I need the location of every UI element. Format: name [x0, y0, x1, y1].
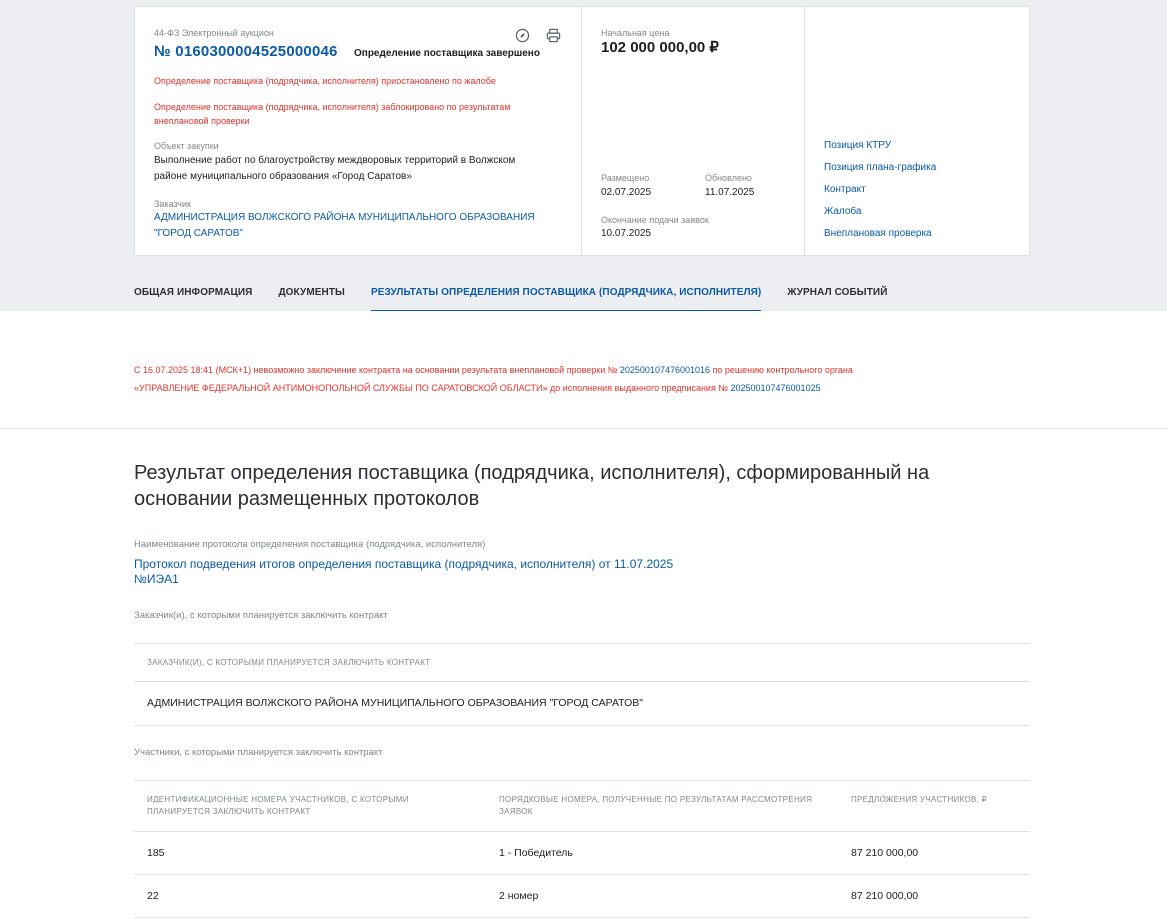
participant-id-cell: 185 [147, 847, 165, 859]
participant-rank-header-line1: ПОРЯДКОВЫЕ НОМЕРА, ПОЛУЧЕННЫЕ ПО РЕЗУЛЬТАТАМ РАССМОТРЕНИЯ [499, 795, 813, 804]
card-main-column [135, 7, 582, 255]
result-title-line2: основании размещенных протоколов [134, 488, 480, 510]
compass-icon[interactable] [514, 27, 530, 43]
customer-row: АДМИНИСТРАЦИЯ ВОЛЖСКОГО РАЙОНА МУНИЦИПАЛЬНОГО ОБРАЗОВАНИЯ "ГОРОД САРАТОВ" [147, 697, 643, 709]
customer-link-line2[interactable]: "ГОРОД САРАТОВ" [154, 228, 243, 239]
price-label: Начальная цена [601, 28, 670, 38]
link-ktru-position[interactable]: Позиция КТРУ [824, 140, 892, 151]
tab-general-info[interactable]: ОБЩАЯ ИНФОРМАЦИЯ [134, 287, 253, 298]
table-border [134, 780, 1030, 781]
participant-offer-cell: 87 210 000,00 [851, 847, 919, 859]
suspension-note: Определение поставщика (подрядчика, исполнителя) приостановлено по жалобе [154, 76, 496, 86]
participant-offer-header: ПРЕДЛОЖЕНИЯ УЧАСТНИКОВ, ₽ [851, 795, 988, 804]
table-border [134, 874, 1030, 875]
participant-rank-cell: 1 - Победитель [499, 847, 573, 859]
inspection-number-link[interactable]: 202500107476001016 [619, 365, 711, 375]
status-label: Определение поставщика завершено [354, 48, 540, 59]
tab-documents[interactable]: ДОКУМЕНТЫ [278, 287, 345, 298]
print-icon[interactable] [545, 27, 561, 43]
blocked-note-line2: внеплановой проверки [154, 116, 250, 126]
participant-rank-header-line2: ЗАЯВОК [499, 807, 533, 816]
card-price-column [582, 7, 805, 255]
result-title [134, 460, 1014, 512]
placed-label: Размещено [601, 173, 650, 183]
link-complaint[interactable]: Жалоба [824, 206, 862, 217]
updated-label: Обновлено [705, 173, 752, 183]
participant-id-header-line2: ПЛАНИРУЕТСЯ ЗАКЛЮЧИТЬ КОНТРАКТ [147, 807, 311, 816]
object-label: Объект закупки [154, 141, 219, 151]
link-unscheduled-inspection[interactable]: Внеплановая проверка [824, 228, 932, 239]
card-links-column [805, 7, 1029, 255]
section-divider [0, 428, 1167, 429]
link-contract[interactable]: Контракт [824, 184, 866, 195]
protocol-label: Наименование протокола определения поставщика (подрядчика, исполнителя) [134, 539, 486, 550]
table-border [134, 831, 1030, 832]
procedure-type: 44-ФЗ Электронный аукцион [154, 28, 274, 38]
tab-bar [134, 280, 913, 311]
customer-link-line1[interactable]: АДМИНИСТРАЦИЯ ВОЛЖСКОГО РАЙОНА МУНИЦИПАЛЬНОГО ОБРАЗОВАНИЯ [154, 212, 535, 223]
table-border [134, 725, 1030, 726]
participant-offer-cell: 87 210 000,00 [851, 890, 919, 902]
protocol-link-line2[interactable]: №ИЭА1 [134, 572, 179, 586]
participant-id-header-line1: ИДЕНТИФИКАЦИОННЫЕ НОМЕРА УЧАСТНИКОВ, С КОТОРЫМИ [147, 795, 409, 804]
result-title-line1: Результат определения поставщика (подрядчика, исполнителя), сформированный на [134, 462, 930, 484]
customers-column-header: ЗАКАЗЧИК(И), С КОТОРЫМИ ПЛАНИРУЕТСЯ ЗАКЛЮЧИТЬ КОНТРАКТ [147, 658, 431, 667]
link-plan-schedule-position[interactable]: Позиция плана-графика [824, 162, 937, 173]
protocol-link-line1[interactable]: Протокол подведения итогов определения поставщика (подрядчика, исполнителя) от 11.07.2025 [134, 557, 674, 571]
table-border [134, 643, 1030, 644]
participant-rank-cell: 2 номер [499, 890, 539, 902]
deadline-date: 10.07.2025 [601, 228, 652, 239]
table-border [134, 681, 1030, 682]
customers-label: Заказчик(и), с которыми планируется заключить контракт [134, 610, 388, 621]
participants-table [134, 780, 1030, 920]
participant-id-header [147, 794, 409, 818]
deadline-label: Окончание подачи заявок [601, 215, 709, 225]
alert-text-part1: С 16.07.2025 18:41 (МСК+1) невозможно заключение контракта на основании результата внеплановой проверки № [134, 365, 620, 375]
table-border [134, 917, 1030, 918]
customers-table [134, 643, 1030, 727]
alert-text-part2: по решению контрольного органа [710, 365, 853, 375]
participant-rank-header [499, 794, 812, 818]
participant-id-cell: 22 [147, 890, 159, 902]
contract-block-alert [134, 361, 1014, 397]
participants-label: Участники, с которыми планируется заключить контракт [134, 747, 383, 758]
object-text-line1: Выполнение работ по благоустройству междворовых территорий в Волжском [154, 155, 516, 166]
object-text-line2: районе муниципального образования «Город Саратов» [154, 171, 412, 182]
procurement-card [134, 6, 1030, 256]
alert-text-part3: «УПРАВЛЕНИЕ ФЕДЕРАЛЬНОЙ АНТИМОНОПОЛЬНОЙ СЛУЖБЫ ПО САРАТОВСКОЙ ОБЛАСТИ» до исполнения выданного предписания № [134, 383, 731, 393]
prescription-number-link[interactable]: 202500107476001025 [730, 383, 821, 393]
registry-number[interactable]: № 0160300004525000046 [154, 43, 338, 60]
tab-supplier-results[interactable]: РЕЗУЛЬТАТЫ ОПРЕДЕЛЕНИЯ ПОСТАВЩИКА (ПОДРЯДЧИКА, ИСПОЛНИТЕЛЯ) [371, 280, 761, 311]
tab-event-log[interactable]: ЖУРНАЛ СОБЫТИЙ [787, 287, 888, 298]
blocked-note-line1: Определение поставщика (подрядчика, исполнителя) заблокировано по результатам [154, 102, 511, 112]
initial-price: 102 000 000,00 ₽ [601, 39, 719, 56]
updated-date: 11.07.2025 [705, 187, 755, 198]
customer-label: Заказчик [154, 199, 191, 209]
placed-date: 02.07.2025 [601, 187, 652, 198]
